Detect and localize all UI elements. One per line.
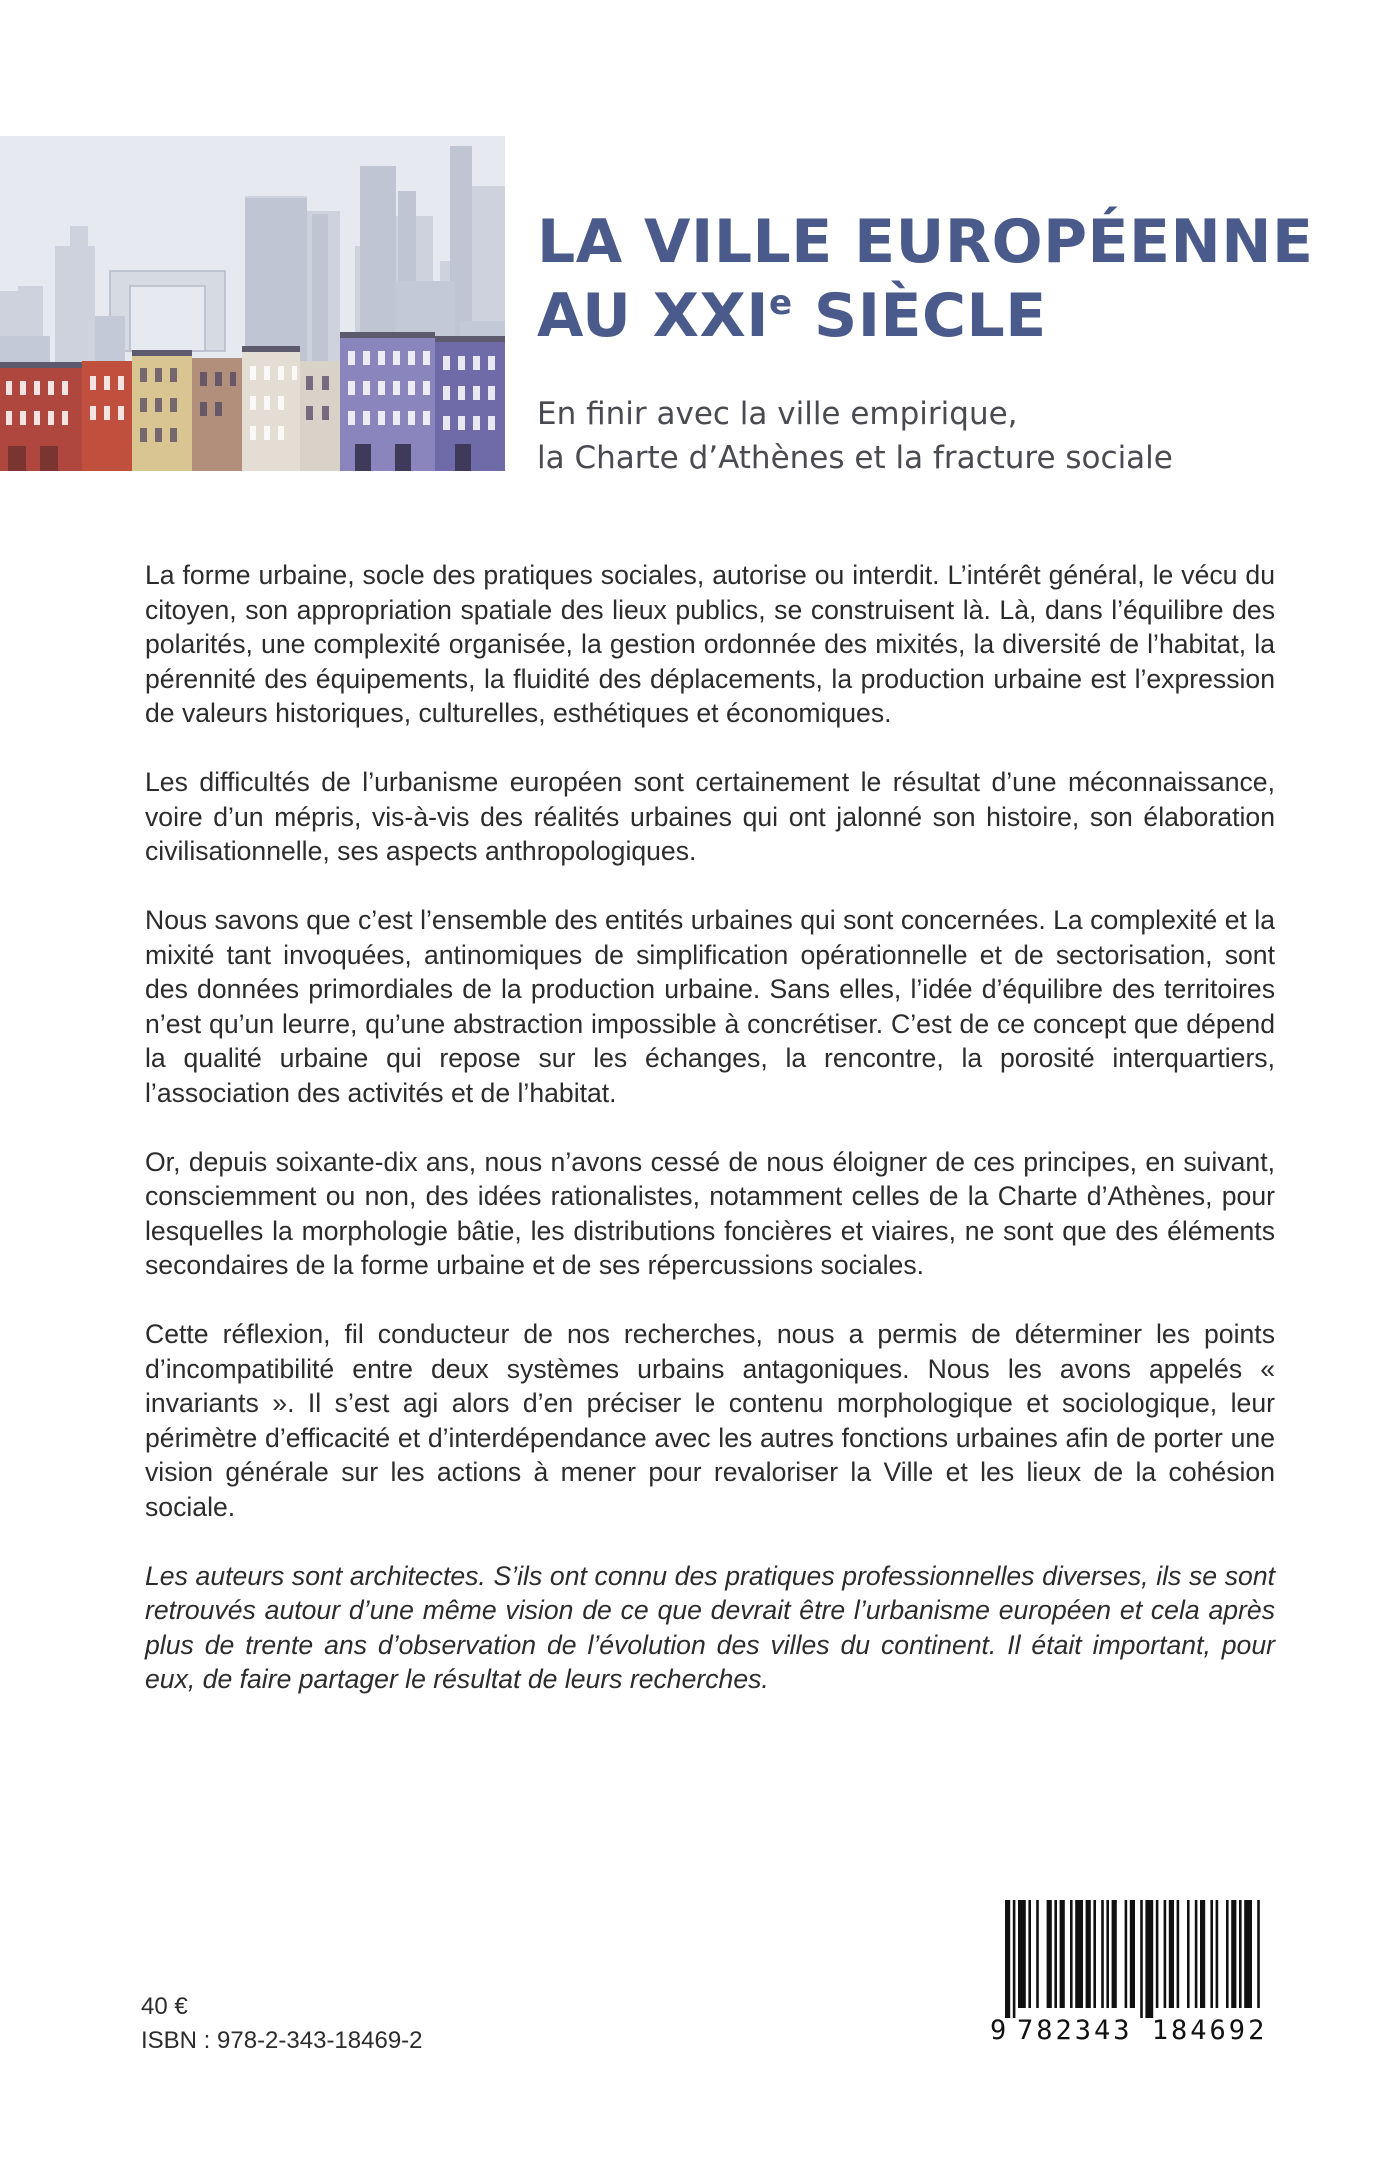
barcode-bar <box>1106 1900 1109 2008</box>
barcode-digits: 782343 184692 <box>1017 2015 1268 2046</box>
book-subtitle <box>537 392 1357 480</box>
barcode-bar <box>1047 1900 1052 2008</box>
barcode-bar <box>1130 1900 1135 2008</box>
book-title <box>537 205 1357 353</box>
barcode-bar <box>1244 1900 1252 2008</box>
back-cover-text <box>145 558 1275 1731</box>
barcode-bar <box>1231 1900 1236 2008</box>
authors-note: Les auteurs sont architectes. S’ils ont connu des pratiques professionnelles diverses, ils se sont retrouvés autour d’une même vision de ce que devrait être l’urbanisme européen et cela après plus de trente ans d’observation de l’évolution des villes du continent. Il était important, pour eux, de faire partager le résultat de leurs recherches. <box>145 1560 1275 1694</box>
paragraph: Nous savons que c’est l’ensemble des entités urbaines qui sont concernées. La complexité et la mixité tant invoquées, antinomiques de simplification opérationnelle et de sectorisation, sont des données primordiales de la production urbaine. Sans elles, l’idée d’équilibre des territoires n’est qu’un leurre, qu’une abstraction impossible à concrétiser. C’est de ce concept que dépend la qualité urbaine qui repose sur les échanges, la rencontre, la porosité interquartiers, l’association des activités et de l’habitat. <box>145 905 1275 1108</box>
barcode-bar <box>1239 1900 1242 2008</box>
title-superscript: e <box>769 283 793 323</box>
barcode-bar <box>1101 1900 1104 2008</box>
barcode-bar <box>1125 1900 1128 2008</box>
isbn: ISBN : 978-2-343-18469-2 <box>141 2027 423 2054</box>
barcode-bar <box>1093 1900 1096 2008</box>
subtitle-line-1: En finir avec la ville empirique, <box>537 396 1018 432</box>
barcode-bar <box>1060 1900 1065 2008</box>
barcode-bar <box>1216 1900 1219 2008</box>
barcode-bar <box>1210 1900 1213 2008</box>
barcode-bar <box>1164 1900 1167 2008</box>
title-line-2 <box>537 279 1357 353</box>
barcode-bar <box>1028 1900 1031 2008</box>
title-line-1: LA VILLE EUROPÉENNE <box>537 207 1314 277</box>
barcode-bar <box>1013 1900 1016 2018</box>
barcode-bar <box>1156 1900 1159 2008</box>
barcode-bar <box>1054 1900 1057 2008</box>
barcode-bars <box>1005 1900 1265 2018</box>
subtitle-line-2: la Charte d’Athènes et la fracture sociale <box>537 440 1173 476</box>
price: 40 € <box>141 1993 188 2020</box>
paragraph: Or, depuis soixante-dix ans, nous n’avons cessé de nous éloigner de ces principes, en suivant, consciemment ou non, des idées rationalistes, notamment celles de la Charte d’Athènes, pour lesquelles la morphologie bâtie, les distributions foncières et viaires, ne sont que des éléments secondaires de la forme urbaine et de ses répercussions sociales. <box>145 1146 1275 1280</box>
barcode-bar <box>1140 1900 1143 2018</box>
barcode-bar <box>1257 1900 1260 2008</box>
barcode-bar <box>1195 1900 1198 2008</box>
barcode-lead-digit: 9 <box>990 2015 1010 2046</box>
barcode-bar <box>1200 1900 1205 2008</box>
price-isbn-block <box>141 1990 423 2058</box>
barcode-bar <box>1177 1900 1180 2008</box>
title-siecle: SIÈCLE <box>792 281 1047 351</box>
title-century: AU XXI <box>537 281 770 351</box>
barcode-bar <box>1070 1900 1073 2008</box>
barcode-bar <box>1005 1900 1010 2018</box>
barcode-bar <box>1145 1900 1153 2018</box>
isbn-barcode <box>990 1900 1275 2050</box>
barcode-bar <box>1036 1900 1039 2008</box>
barcode-bar <box>1112 1900 1117 2008</box>
paragraph: Les difficultés de l’urbanisme européen sont certainement le résultat d’une méconnaissance, voire d’un mépris, vis-à-vis des réalités urbaines qui ont jalonné son histoire, son élaboration civilisationnelle, ses aspects anthropologiques. <box>145 767 1275 866</box>
city-skyline-illustration <box>0 136 505 471</box>
barcode-bar <box>1075 1900 1083 2008</box>
barcode-bar <box>1226 1900 1229 2008</box>
barcode-bar <box>1086 1900 1091 2008</box>
barcode-bar <box>1018 1900 1026 2008</box>
barcode-bar <box>1187 1900 1190 2008</box>
paragraph: La forme urbaine, socle des pratiques sociales, autorise ou interdit. L’intérêt général, le vécu du citoyen, son appropriation spatiale des lieux publics, se construisent là. Là, dans l’équilibre des polarités, une complexité organisée, la gestion ordonnée des mixités, la diversité de l’habitat, la pérennité des équipements, la fluidité des déplacements, la production urbaine est l’expression de valeurs historiques, culturelles, esthétiques et économiques. <box>145 560 1275 728</box>
paragraph: Cette réflexion, fil conducteur de nos recherches, nous a permis de déterminer les points d’incompatibilité entre deux systèmes urbains antagoniques. Nous les avons appelés « invariants ». Il s’est agi alors d’en préciser le contenu morphologique et sociologique, leur périmètre d’efficacité et d’interdépendance avec les autres fonctions urbaines afin de porter une vision générale sur les actions à mener pour revaloriser la Ville et les lieux de la cohésion sociale. <box>145 1319 1275 1522</box>
barcode-bar <box>1169 1900 1174 2008</box>
